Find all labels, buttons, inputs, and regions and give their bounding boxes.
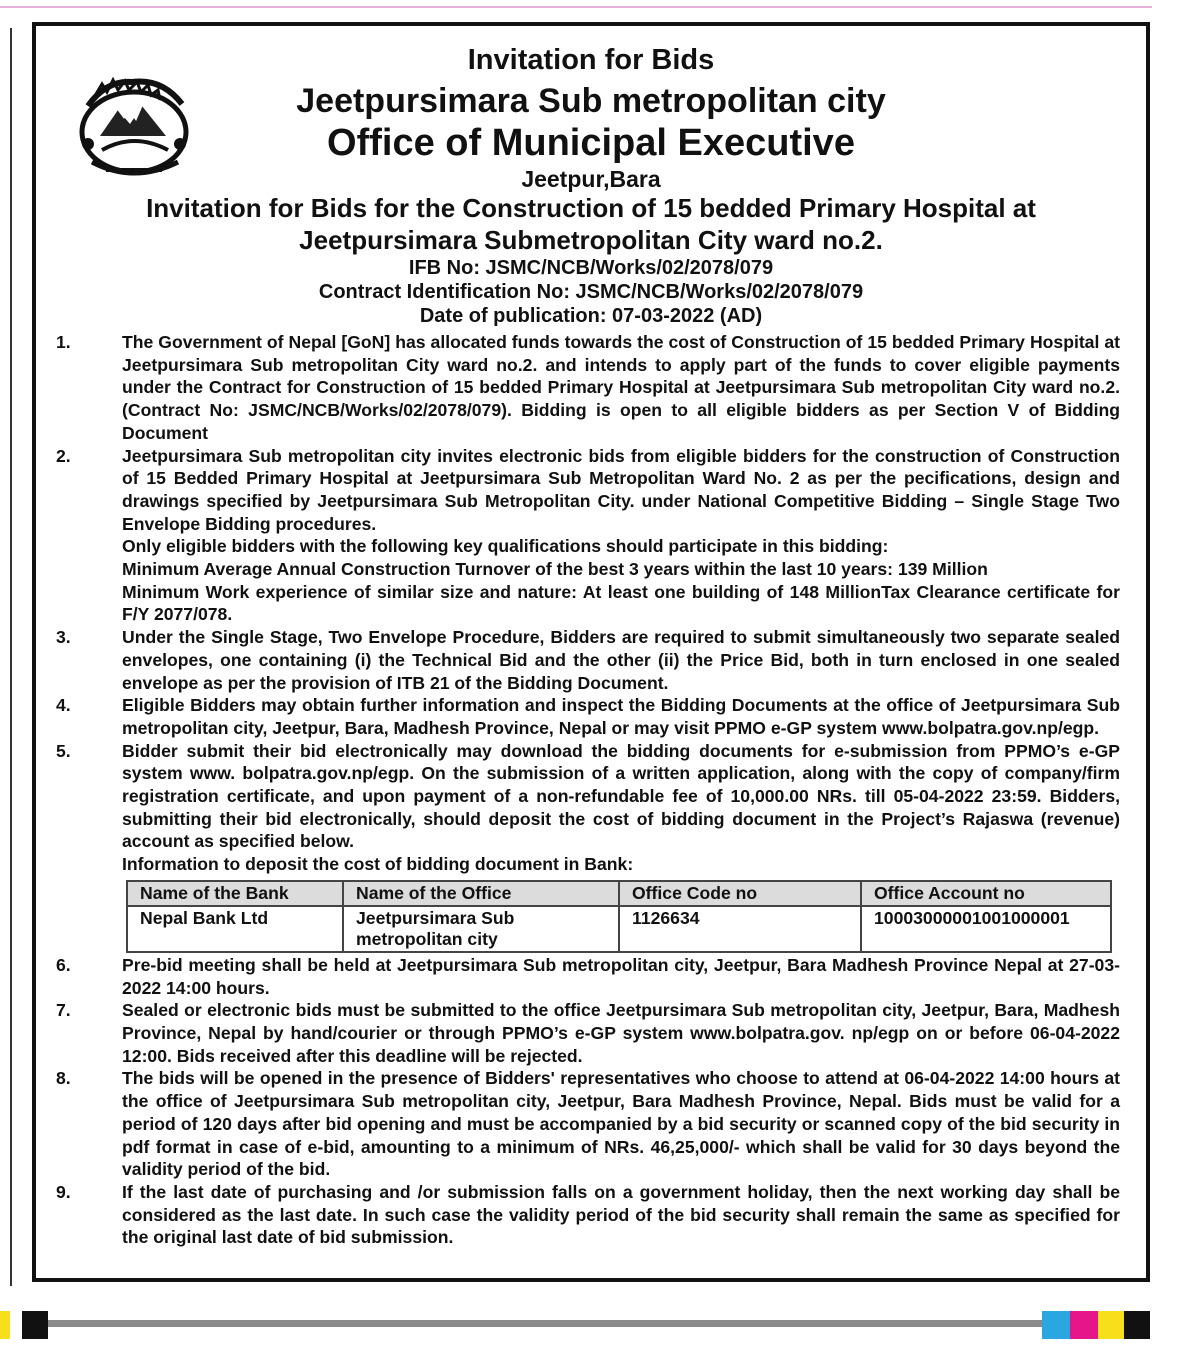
clause-text: If the last date of purchasing and /or submission falls on a government holiday, then the next working day shall be considered as the last date. In such case the validity period of the bid security shall remain the same as specified for the original last date of bid submission.: [122, 1181, 1120, 1248]
bank-account-table: [126, 880, 1112, 953]
clause-number: 9.: [56, 1181, 71, 1202]
clause-7: [36, 999, 1146, 1067]
clause-1: [36, 331, 1146, 445]
office-name: Office of Municipal Executive: [327, 122, 855, 164]
ifb-number: IFB No: JSMC/NCB/Works/02/2078/079: [408, 257, 774, 279]
clause-text: Minimum Work experience of similar size and nature: At least one building of 148 MillionTax Clearance certificate for F/Y 2077/078.: [122, 581, 1120, 625]
registration-swatch: [1098, 1311, 1124, 1339]
clause-4: [36, 694, 1146, 739]
clause-5: [36, 740, 1146, 953]
table-cell: Jeetpursimara Sub metropolitan city: [343, 906, 619, 952]
clause-9: [36, 1181, 1146, 1249]
clause-text: Minimum Average Annual Construction Turnover of the best 3 years within the last 10 years: 139 Million: [122, 559, 988, 580]
column-header: Office Code no: [619, 881, 861, 906]
clause-number: 2.: [56, 445, 71, 466]
clause-text: Jeetpursimara Sub metropolitan city invites electronic bids from eligible bidders for the construction of Construction of 15 Bedded Primary Hospital at Jeetpursimara Sub Metropolitan Ward No. 2 as per the pecifications, design and drawings specified by Jeetpursimara Sub Metropolitan City. under National Competitive Bidding – Single Stage Two Envelope Bidding procedures.: [122, 445, 1120, 534]
project-title-line-1: Invitation for Bids for the Construction of 15 bedded Primary Hospital at: [146, 193, 1036, 223]
clause-text: The bids will be opened in the presence of Bidders' representatives who choose to attend at 06-04-2022 14:00 hours at the office of Jeetpursimara Sub metropolitan city, Jeetpur, Bara Madhesh Province, Nepal. Bids must be valid for a period of 120 days after bid opening and must be accompanied by a bid security or scanned copy of the bid security in pdf format in case of e-bid, amounting to a minimum of NRs. 46,25,000/- which shall be valid for 30 days beyond the validity period of the bid.: [122, 1068, 1120, 1180]
clause-8: [36, 1067, 1146, 1181]
bid-notice: [32, 22, 1150, 1282]
table-cell: Nepal Bank Ltd: [127, 906, 343, 952]
clause-number: 8.: [56, 1068, 71, 1089]
clause-text: Bidder submit their bid electronically may download the bidding documents for e-submission from PPMO’s e-GP system www. bolpatra.gov.np/egp. On the submission of a written application, along with the copy of company/firm registration certificate, and upon payment of a non-refundable fee of 10,000.00 NRs. till 05-04-2022 23:59. Bidders, submitting their bid electronically, should deposit the cost of bidding document in the Project’s Rajaswa (revenue) account as specified below.: [122, 740, 1120, 852]
clause-2: [36, 445, 1146, 627]
clause-text: Information to deposit the cost of bidding document in Bank:: [122, 854, 634, 875]
clause-number: 7.: [56, 1000, 71, 1021]
bottom-print-bar: [48, 1320, 1042, 1327]
clause-3: [36, 626, 1146, 694]
clause-number: 4.: [56, 695, 71, 716]
municipality-name: Jeetpursimara Sub metropolitan city: [296, 82, 886, 120]
clause-number: 5.: [56, 740, 71, 761]
publication-date: Date of publication: 07-03-2022 (AD): [419, 305, 763, 327]
notice-clauses: [36, 331, 1146, 1249]
clause-text: The Government of Nepal [GoN] has allocated funds towards the cost of Construction of 15 bedded Primary Hospital at Jeetpursimara Sub metropolitan City ward no.2. and intends to apply part of the funds to cover eligible payments under the Contract for Construction of 15 bedded Primary Hospital at Jeetpursimara Sub metropolitan City ward no.2. (Contract No: JSMC/NCB/Works/02/2078/079). Bidding is open to all eligible bidders as per Section V of Bidding Document: [122, 332, 1120, 443]
table-header-row: [127, 881, 1111, 906]
clause-text: Eligible Bidders may obtain further information and inspect the Bidding Documents at the office of Jeetpursimara Sub metropolitan city, Jeetpur, Bara, Madhesh Province, Nepal or may visit PPMO e-GP system www.bolpatra.gov.np/egp.: [122, 695, 1120, 738]
clause-number: 6.: [56, 954, 71, 975]
registration-swatch: [0, 1311, 10, 1339]
column-header: Name of the Office: [343, 881, 619, 906]
project-title-line-2: Jeetpursimara Submetropolitan City ward no.2.: [299, 225, 883, 255]
clause-6: [36, 954, 1146, 999]
notice-heading: Invitation for Bids: [467, 44, 715, 76]
registration-swatch: [1042, 1311, 1070, 1339]
column-header: Office Account no: [861, 881, 1111, 906]
office-location: Jeetpur,Bara: [521, 166, 661, 192]
clause-number: 1.: [56, 332, 71, 352]
clause-number: 3.: [56, 627, 71, 648]
contract-identification-number: Contract Identification No: JSMC/NCB/Works/02/2078/079: [318, 281, 864, 303]
clause-text: Pre-bid meeting shall be held at Jeetpursimara Sub metropolitan city, Jeetpur, Bara Madhesh Province Nepal at 27-03-2022 14:00 hours.: [122, 954, 1120, 998]
registration-swatch: [1124, 1311, 1150, 1339]
clause-text: Under the Single Stage, Two Envelope Procedure, Bidders are required to submit simultaneously two separate sealed envelopes, one containing (i) the Technical Bid and the other (ii) the Price Bid, both in turn enclosed in one sealed envelope as per the provision of ITB 21 of the Bidding Document.: [122, 627, 1120, 693]
clause-text: Only eligible bidders with the following key qualifications should participate in this bidding:: [122, 536, 889, 557]
left-column-rule: [10, 28, 12, 1286]
table-cell: 1126634: [619, 906, 861, 952]
column-header: Name of the Bank: [127, 881, 343, 906]
table-cell: 10003000001001000001: [861, 906, 1111, 952]
clause-text: Sealed or electronic bids must be submitted to the office Jeetpursimara Sub metropolitan city, Jeetpur, Bara, Madhesh Province, Nepal by hand/courier or through PPMO’s e-GP system www.bolpatra.gov. np/egp on or before 06-04-2022 12:00. Bids received after this deadline will be rejected.: [122, 1000, 1120, 1066]
registration-swatch: [22, 1311, 48, 1339]
top-rule: [0, 6, 1152, 8]
table-row: [127, 906, 1111, 952]
registration-swatch: [1070, 1311, 1098, 1339]
